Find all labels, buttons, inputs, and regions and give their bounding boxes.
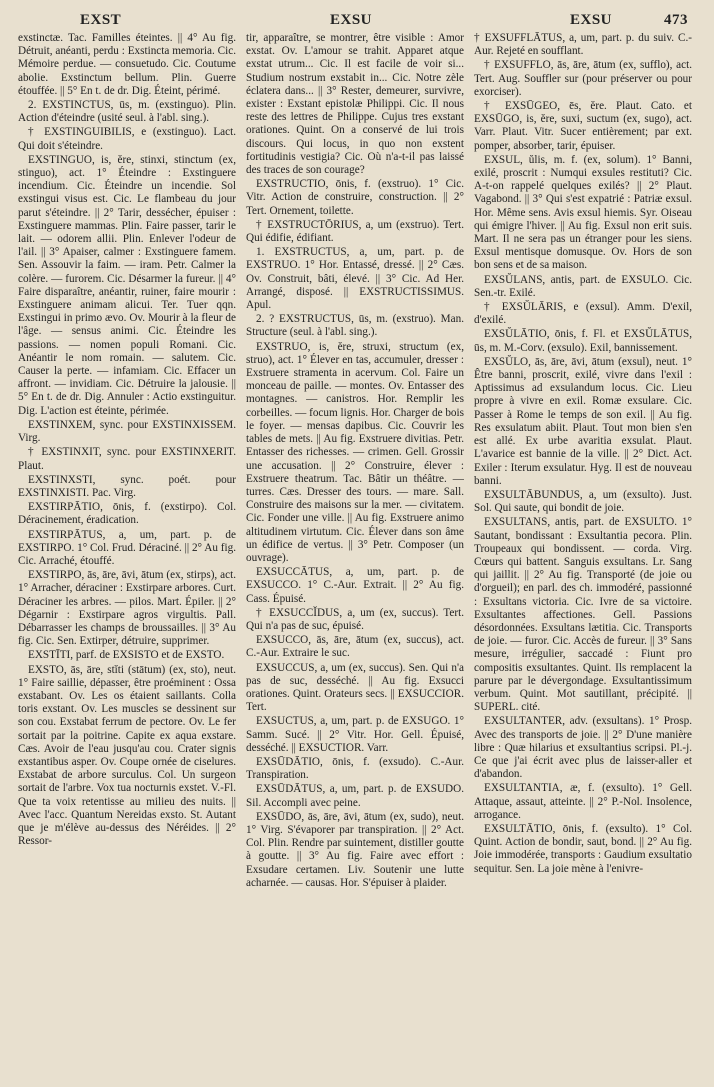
dictionary-entry: EXSTO, ās, āre, stĭti (stātum) (ex, sto), neut. 1° Faire saillie, dépasser, être proéminent : Ossa exstabant. Ov. Les os étaient saillants. Colla toris exstant. Ov. Les muscles se dessinent sur son cou. Exstabat ferrum de pectore. Ov. Le fer sortait par la poitrine. Capite ex aqua exstare. Cæs. Avoir de l'eau jusqu'au cou. Crater signis exstantibus asper. Ov. Coupe ornée de ciselures. Exstabat de arbore surculus. Col. Un surgeon sortait de l'arbre. Vox tua nocturnis exstet. V.-Fl. Que ta voix retentisse au milieu des nuits. || Avec l'acc. Quantum Nereidas exsto. St. Autant que je m'élève au-dessus des Néréides. || 2° Ressor- xyxy=(18,663,236,848)
dictionary-entry: † EXSUFFLĀTUS, a, um, part. p. du suiv. C.-Aur. Rejeté en soufflant. xyxy=(474,32,692,58)
column-left xyxy=(18,32,236,1082)
dictionary-entry: EXSTINXSTI, sync. poét. pour EXSTINXISTI. Pac. Virg. xyxy=(18,473,236,499)
page-number: 473 xyxy=(664,12,688,28)
dictionary-entry: 2. EXSTINCTUS, ūs, m. (exstinguo). Plin. Action d'éteindre (usité seul. à l'abl. sing.). xyxy=(18,99,236,125)
dictionary-entry: † EXSUCCĬDUS, a, um (ex, succus). Tert. Qui n'a pas de suc, épuisé. xyxy=(246,606,464,632)
dictionary-entry: EXSŪDĀTUS, a, um, part. p. de EXSUDO. Sil. Accompli avec peine. xyxy=(246,783,464,809)
dictionary-entry: EXSUL, ŭlis, m. f. (ex, solum). 1° Banni, exilé, proscrit : Numqui exsules restituti? Cic. A-t-on rappelé quelques exilés? || 2° Plaut. Vagabond. || 3° Qui s'est expatrié : Patriæ exsul. Hor. Même sens. Avis exsul hiemis. Syr. Oiseau qui émigre l'hiver. || Au fig. Exsul non erit suis. Mart. Il ne sera pas un étranger pour les siens. Exsul mentisque domusque. Ov. Hors de son bon sens et de sa maison. xyxy=(474,153,692,272)
dictionary-entry: EXSUCTUS, a, um, part. p. de EXSUGO. 1° Samm. Sucé. || 2° Vitr. Hor. Gell. Épuisé, desséché. || EXSUCTIOR. Varr. xyxy=(246,715,464,754)
header-right-guideword: EXSU xyxy=(570,12,613,28)
dictionary-entry: EXSŬLO, ās, āre, āvi, ātum (exsul), neut. 1° Être banni, proscrit, exilé, vivre dans l'exil : Aptissimus ad exsulandum locus. Cic. Lieu propre à vivre en exil. Romæ exsulare. Cic. Passer à Rome le temps de son exil. || Au fig. Res exsulatum abiit. Plaut. Tout mon bien s'en est allé. Ex urbe avaritia exsulat. Plaut. L'avarice est bannie de la ville. || 2° Dict. Act. Exiler : Iterum exsulatur. Hyg. Il est de nouveau banni. xyxy=(474,355,692,487)
dictionary-entry: EXSUCCUS, a, um (ex, succus). Sen. Qui n'a pas de suc, desséché. || Au fig. Exsucci orationes. Quint. Orateurs secs. || EXSUCCIOR. Tert. xyxy=(246,661,464,714)
columns xyxy=(18,32,704,1082)
header-center-guideword: EXSU xyxy=(330,12,373,28)
dictionary-entry: EXSŬLANS, antis, part. de EXSULO. Cic. Sen.-tr. Exilé. xyxy=(474,273,692,299)
dictionary-entry: † EXSTINGUIBILIS, e (exstinguo). Lact. Qui doit s'éteindre. xyxy=(18,126,236,152)
dictionary-entry: EXSULTANTIA, æ, f. (exsulto). 1° Gell. Attaque, assaut, atteinte. || 2° P.-Nol. Insolence, arrogance. xyxy=(474,782,692,821)
dictionary-entry: EXSULTANS, antis, part. de EXSULTO. 1° Sautant, bondissant : Exsultantia pecora. Plin. Troupeaux qui bondissent. — corda. Virg. Cœurs qui battent. Sanguis exsultans. Lr. Sang qui jaillit. || 2° Au fig. Transporté (de joie ou d'orgueil); en parl. des ch. immodéré, passionné : Exsultans victoria. Cic. Ivre de sa victoire. Exsultantes affectiones. Gell. Passions désordonnées. Exsultans lætitia. Cic. Transports de joie. — furor. Cic. Accès de fureur. || 3° Sans mesure, irrégulier, saccadé : Fiunt pro compositis exsultantes. Quint. Ils remplacent la parure par le dévergondage. Exsultantissimum verbum. Quint. Mot sautillant, précipité. || SUPERL. cité. xyxy=(474,516,692,714)
dictionary-entry: EXSTIRPĀTUS, a, um, part. p. de EXSTIRPO. 1° Col. Frud. Déraciné. || 2° Au fig. Cic. Arraché, étouffé. xyxy=(18,528,236,567)
dictionary-entry: † EXSTINXIT, sync. pour EXSTINXERIT. Plaut. xyxy=(18,446,236,472)
dictionary-entry: † EXSŪGEO, ēs, ĕre. Plaut. Cato. et EXSŪGO, is, ĕre, suxi, suctum (ex, sugo), act. Varr. Plaut. Vitr. Sucer entièrement; par ext. pomper, absorber, tarir, épuiser. xyxy=(474,100,692,152)
dictionary-entry: tir, apparaître, se montrer, être visible : Amor exstat. Ov. L'amour se trahit. Apparet atque exstat utrum... Cic. Il est facile de voir si... Studium nostrum exstabit in... Cic. Notre zèle éclatera dans... || 3° Rester, demeurer, survivre, exister : Exstant epistolæ Philippi. Cic. Il nous reste des lettres de Philippe. Cujus tres exstant orationes. Quint. On a conservé de lui trois discours. Qui locus, in quo non exstent fortitudinis vestigia? Cic. Où n'a-t-il pas laissé des traces de son courage? xyxy=(246,32,464,177)
column-middle xyxy=(246,32,464,1082)
dictionary-entry: EXSULTĀTIO, ōnis, f. (exsulto). 1° Col. Quint. Action de bondir, saut, bond. || 2° Au fig. Joie immodérée, transports : Gaudium exsultatio sequitur. Sen. La joie mène à l'enivre- xyxy=(474,822,692,875)
dictionary-entry: EXSTĪTI, parf. de EXSISTO et de EXSTO. xyxy=(28,649,225,662)
dictionary-entry: EXSŪDĀTIO, ōnis, f. (exsudo). C.-Aur. Transpiration. xyxy=(246,755,464,782)
dictionary-entry: EXSULTĀBUNDUS, a, um (exsulto). Just. Sol. Qui saute, qui bondit de joie. xyxy=(474,488,692,515)
dictionary-entry: EXSŬLĀTIO, ōnis, f. Fl. et EXSŬLĀTUS, ūs, m. M.-Corv. (exsulo). Exil, bannissement. xyxy=(474,328,692,354)
dictionary-entry: EXSŪDO, ās, āre, āvi, ātum (ex, sudo), neut. 1° Virg. S'évaporer par transpiration. || 2° Act. Col. Plin. Rendre par suintement, distiller goutte à goutte. || 3° Au fig. Faire avec effort : Exsudare certamen. Liv. Soutenir une lutte acharnée. — causas. Hor. S'épuiser à plaider. xyxy=(246,810,464,889)
column-right xyxy=(474,32,692,1082)
dictionary-entry: † EXSUFFLO, ās, āre, ātum (ex, sufflo), act. Tert. Aug. Souffler sur (pour préserver ou pour exorciser). xyxy=(474,59,692,98)
dictionary-entry: EXSTRUCTIO, ōnis, f. (exstruo). 1° Cic. Vitr. Action de construire, construction. || 2° Tert. Ornement, toilette. xyxy=(246,178,464,217)
dictionary-entry: exstinctæ. Tac. Familles éteintes. || 4° Au fig. Détruit, anéanti, perdu : Exstincta memoria. Cic. Mémoire perdue. — consuetudo. Cic. Coutume abolie. Exstinctum bellum. Plin. Guerre étouffée. || 5° En t. de dr. Dig. Éteint, périmé. xyxy=(18,32,236,97)
dictionary-entry: 1. EXSTRUCTUS, a, um, part. p. de EXSTRUO. 1° Hor. Entassé, dressé. || 2° Cæs. Ov. Construit, bâti, élevé. || 3° Cic. Ad Her. Arrangé, disposé. || EXSTRUCTISSIMUS. Apul. xyxy=(246,246,464,312)
running-header xyxy=(18,6,704,32)
dictionary-entry: EXSTIRPĀTIO, ōnis, f. (exstirpo). Col. Déracinement, éradication. xyxy=(18,501,236,527)
dictionary-entry: EXSUCCO, ās, āre, ātum (ex, succus), act. C.-Aur. Extraire le suc. xyxy=(246,634,464,660)
dictionary-entry: EXSTINGUO, is, ĕre, stinxi, stinctum (ex, stinguo), act. 1° Éteindre : Exstinguere incendium. Cic. Éteindre un incendie. Sol exstingui visus est. Cic. Le flambeau du jour parut s'éteindre. || 2° Tarir, dessécher, épuiser : Exstinguere mammas. Plin. Faire passer, tarir le lait. — odorem allii. Plin. Enlever l'odeur de l'ail. || 3° Apaiser, calmer : Exstinguere famem. Sen. Assouvir la faim. — iram. Petr. Calmer la colère. — furorem. Cic. Désarmer la fureur. || 4° Faire disparaître, anéantir, ruiner, faire mourir : Exstinguere animam alicui. Ter. Tuer qqn. Exstingui in primo ævo. Ov. Mourir à la fleur de l'âge. — sensus animi. Cic. Éteindre les passions. — nomen populi Romani. Cic. Anéantir le nom romain. — salutem. Cic. Causer la perte. — infamiam. Cic. Effacer un affront. — invidiam. Cic. Détruire la jalousie. || 5° En t. de dr. Dig. Annuler : Actio exstinguitur. Dig. L'action est éteinte, périmée. xyxy=(18,153,236,417)
dictionary-entry: EXSTIRPO, ās, āre, āvi, ātum (ex, stirps), act. 1° Arracher, déraciner : Exstirpare arbores. Curt. Déraciner les arbres. — pilos. Mart. Épiler. || 2° Dégarnir : Exstirpare agros virgultis. Pall. Débarrasser les champs de broussailles. || 3° Au fig. Cic. Sen. Extirper, détruire, supprimer. xyxy=(18,569,236,648)
dictionary-entry: † EXSŬLĀRIS, e (exsul). Amm. D'exil, d'exilé. xyxy=(474,301,692,327)
dictionary-entry: EXSUCCĀTUS, a, um, part. p. de EXSUCCO. 1° C.-Aur. Extrait. || 2° Au fig. Cass. Épuisé. xyxy=(246,566,464,605)
dictionary-entry: † EXSTRUCTŌRIUS, a, um (exstruo). Tert. Qui édifie, édifiant. xyxy=(246,218,464,245)
dictionary-entry: 2. ? EXSTRUCTUS, ūs, m. (exstruo). Man. Structure (seul. à l'abl. sing.). xyxy=(246,313,464,339)
dictionary-entry: EXSTRUO, is, ĕre, struxi, structum (ex, struo), act. 1° Élever en tas, accumuler, dresser : Exstruere stramenta in acervum. Col. Faire un monceau de paille. — montes. Ov. Entasser des montagnes. — canistros. Hor. Remplir les corbeilles. — focum lignis. Hor. Charger de bois le foyer. — mensas dapibus. Cic. Couvrir les tables de mets. || Au fig. Exstruere divitias. Petr. Entasser des richesses. — crimen. Gell. Grossir une accusation. || 2° Construire, élever : Exstruere theatrum. Tac. Bâtir un théâtre. — turres. Cæs. Dresser des tours. — mare. Sall. Construire des maisons sur la mer. — civitatem. Cic. Fonder une ville. || Au fig. Exstruere animo altitudinem virtutum. Cic. Élever dans son âme un édifice de vertus. || 3° Petr. Composer (un ouvrage). xyxy=(246,340,464,564)
header-left-guideword: EXST xyxy=(80,12,122,28)
dictionary-entry: EXSTINXEM, sync. pour EXSTINXISSEM. Virg. xyxy=(18,418,236,445)
dictionary-entry: EXSULTANTER, adv. (exsultans). 1° Prosp. Avec des transports de joie. || 2° D'une manière libre : Quæ hilarius et exsultantius scripsi. Pl.-j. Ce que j'ai écrit avec plus de laisser-aller et d'abandon. xyxy=(474,715,692,781)
